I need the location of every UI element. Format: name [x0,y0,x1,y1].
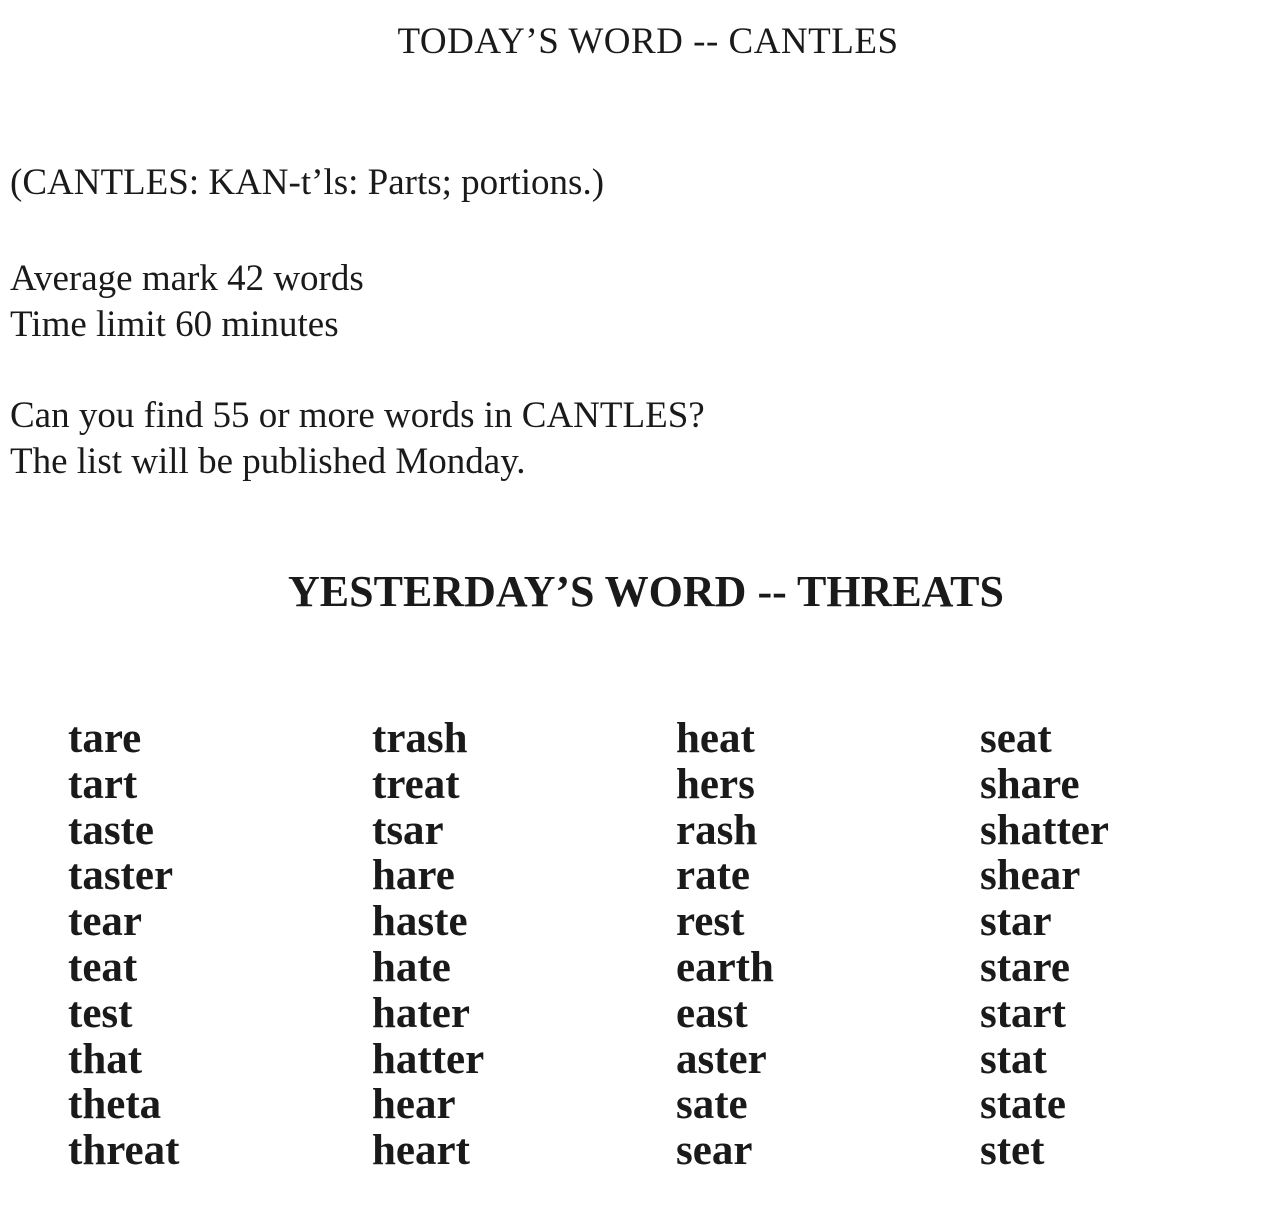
answer-word: east [676,989,748,1037]
answer-word: test [68,989,133,1037]
answer-word: share [980,760,1080,808]
answer-word: haste [372,898,468,946]
yesterday-word-title: YESTERDAY’S WORD -- THREATS [288,567,1004,616]
answer-word: taste [68,806,154,854]
answer-word: seat [980,715,1052,762]
answer-word: rash [676,806,758,854]
answer-word: star [980,898,1052,946]
answer-word: stet [980,1127,1045,1175]
word-column-3 [676,716,976,1174]
word-definition: (CANTLES: KAN-t’ls: Parts; portions.) [10,162,605,203]
answer-word: stat [980,1035,1047,1083]
answer-word: threat [68,1127,180,1175]
answer-word: hers [676,760,755,808]
answer-word: tsar [372,806,444,854]
answer-word: tare [68,715,142,762]
word-column-4 [980,716,1280,1174]
answer-word: rate [676,852,750,900]
answer-word: heat [676,715,755,762]
challenge-question: Can you find 55 or more words in CANTLES? [10,395,705,436]
puzzle-stats [10,256,364,348]
answer-word: shear [980,852,1081,900]
answer-word: hare [372,852,455,900]
publish-note: The list will be published Monday. [10,441,526,482]
answer-word: tart [68,760,138,808]
answer-word: heart [372,1127,470,1175]
word-column-1 [68,716,368,1174]
answer-word: that [68,1035,143,1083]
answer-word: hate [372,943,451,991]
answer-word: trash [372,715,468,762]
answer-word: tear [68,898,142,946]
answer-word: sate [676,1081,748,1129]
answer-word: taster [68,852,174,900]
answer-word: state [980,1081,1066,1129]
answer-word: sear [676,1127,753,1175]
time-limit: Time limit 60 minutes [10,304,339,345]
today-word-title: TODAY’S WORD -- CANTLES [397,21,899,62]
puzzle-challenge [10,393,705,485]
answer-word: start [980,989,1066,1037]
answer-word: shatter [980,806,1109,854]
answer-word: teat [68,943,138,991]
answer-word: hater [372,989,470,1037]
answer-word: treat [372,760,460,808]
answer-word: aster [676,1035,767,1083]
answer-word: theta [68,1081,162,1129]
word-column-2 [372,716,672,1174]
answer-word: stare [980,943,1070,991]
answer-word: hear [372,1081,456,1129]
answer-word: hatter [372,1035,485,1083]
answer-word: rest [676,898,745,946]
average-mark: Average mark 42 words [10,258,364,299]
answer-word: earth [676,943,774,991]
